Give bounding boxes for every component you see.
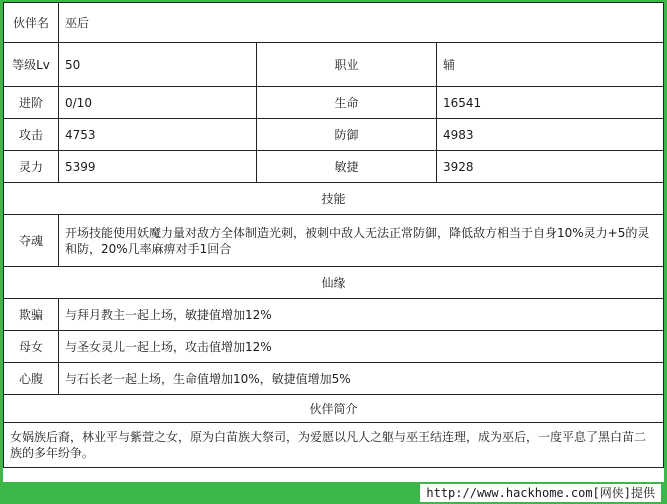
role-value: 辅: [437, 43, 664, 87]
hp-label: 生命: [257, 87, 437, 119]
row-intro-header: [4, 395, 664, 423]
bond-name: 欺骗: [4, 299, 59, 331]
intro-text: 女娲族后裔，林业平与紫萱之女，原为白苗族大祭司，为爱愿以凡人之躯与巫王结连理，成为巫后，一度平息了黑白苗二族的多年纷争。: [4, 423, 664, 468]
row-attack: [4, 119, 664, 151]
spirit-label: 灵力: [4, 151, 59, 183]
site-watermark: http://www.hackhome.com[网侠]提供: [420, 484, 661, 502]
row-level: [4, 43, 664, 87]
bond-name: 母女: [4, 331, 59, 363]
name-label: 伙伴名: [4, 3, 59, 43]
row-skill-header: [4, 183, 664, 215]
attack-value: 4753: [59, 119, 257, 151]
bond-header: 仙缘: [4, 267, 664, 299]
defense-value: 4983: [437, 119, 664, 151]
level-label: 等级Lv: [4, 43, 59, 87]
hp-value: 16541: [437, 87, 664, 119]
skill-desc: 开场技能使用妖魔力量对敌方全体制造光刺，被刺中敌人无法正常防御，降低敌方相当于自身10%灵力+5的灵和防，20%几率麻痹对手1回合: [59, 215, 664, 267]
skill-header: 技能: [4, 183, 664, 215]
advance-label: 进阶: [4, 87, 59, 119]
bond-desc: 与石长老一起上场，生命值增加10%，敏捷值增加5%: [59, 363, 664, 395]
spirit-value: 5399: [59, 151, 257, 183]
advance-value: 0/10: [59, 87, 257, 119]
row-intro: [4, 423, 664, 468]
defense-label: 防御: [257, 119, 437, 151]
agility-label: 敏捷: [257, 151, 437, 183]
row-bond: [4, 331, 664, 363]
bond-desc: 与拜月教主一起上场，敏捷值增加12%: [59, 299, 664, 331]
row-spirit: [4, 151, 664, 183]
row-bond: [4, 299, 664, 331]
row-bond-header: [4, 267, 664, 299]
bond-name: 心腹: [4, 363, 59, 395]
skill-name: 夺魂: [4, 215, 59, 267]
row-skill: [4, 215, 664, 267]
partner-info-table: [3, 2, 664, 468]
row-bond: [4, 363, 664, 395]
row-advance: [4, 87, 664, 119]
agility-value: 3928: [437, 151, 664, 183]
row-name: [4, 3, 664, 43]
attack-label: 攻击: [4, 119, 59, 151]
name-value: 巫后: [59, 3, 664, 43]
bond-desc: 与圣女灵儿一起上场，攻击值增加12%: [59, 331, 664, 363]
level-value: 50: [59, 43, 257, 87]
role-label: 职业: [257, 43, 437, 87]
intro-header: 伙伴简介: [4, 395, 664, 423]
